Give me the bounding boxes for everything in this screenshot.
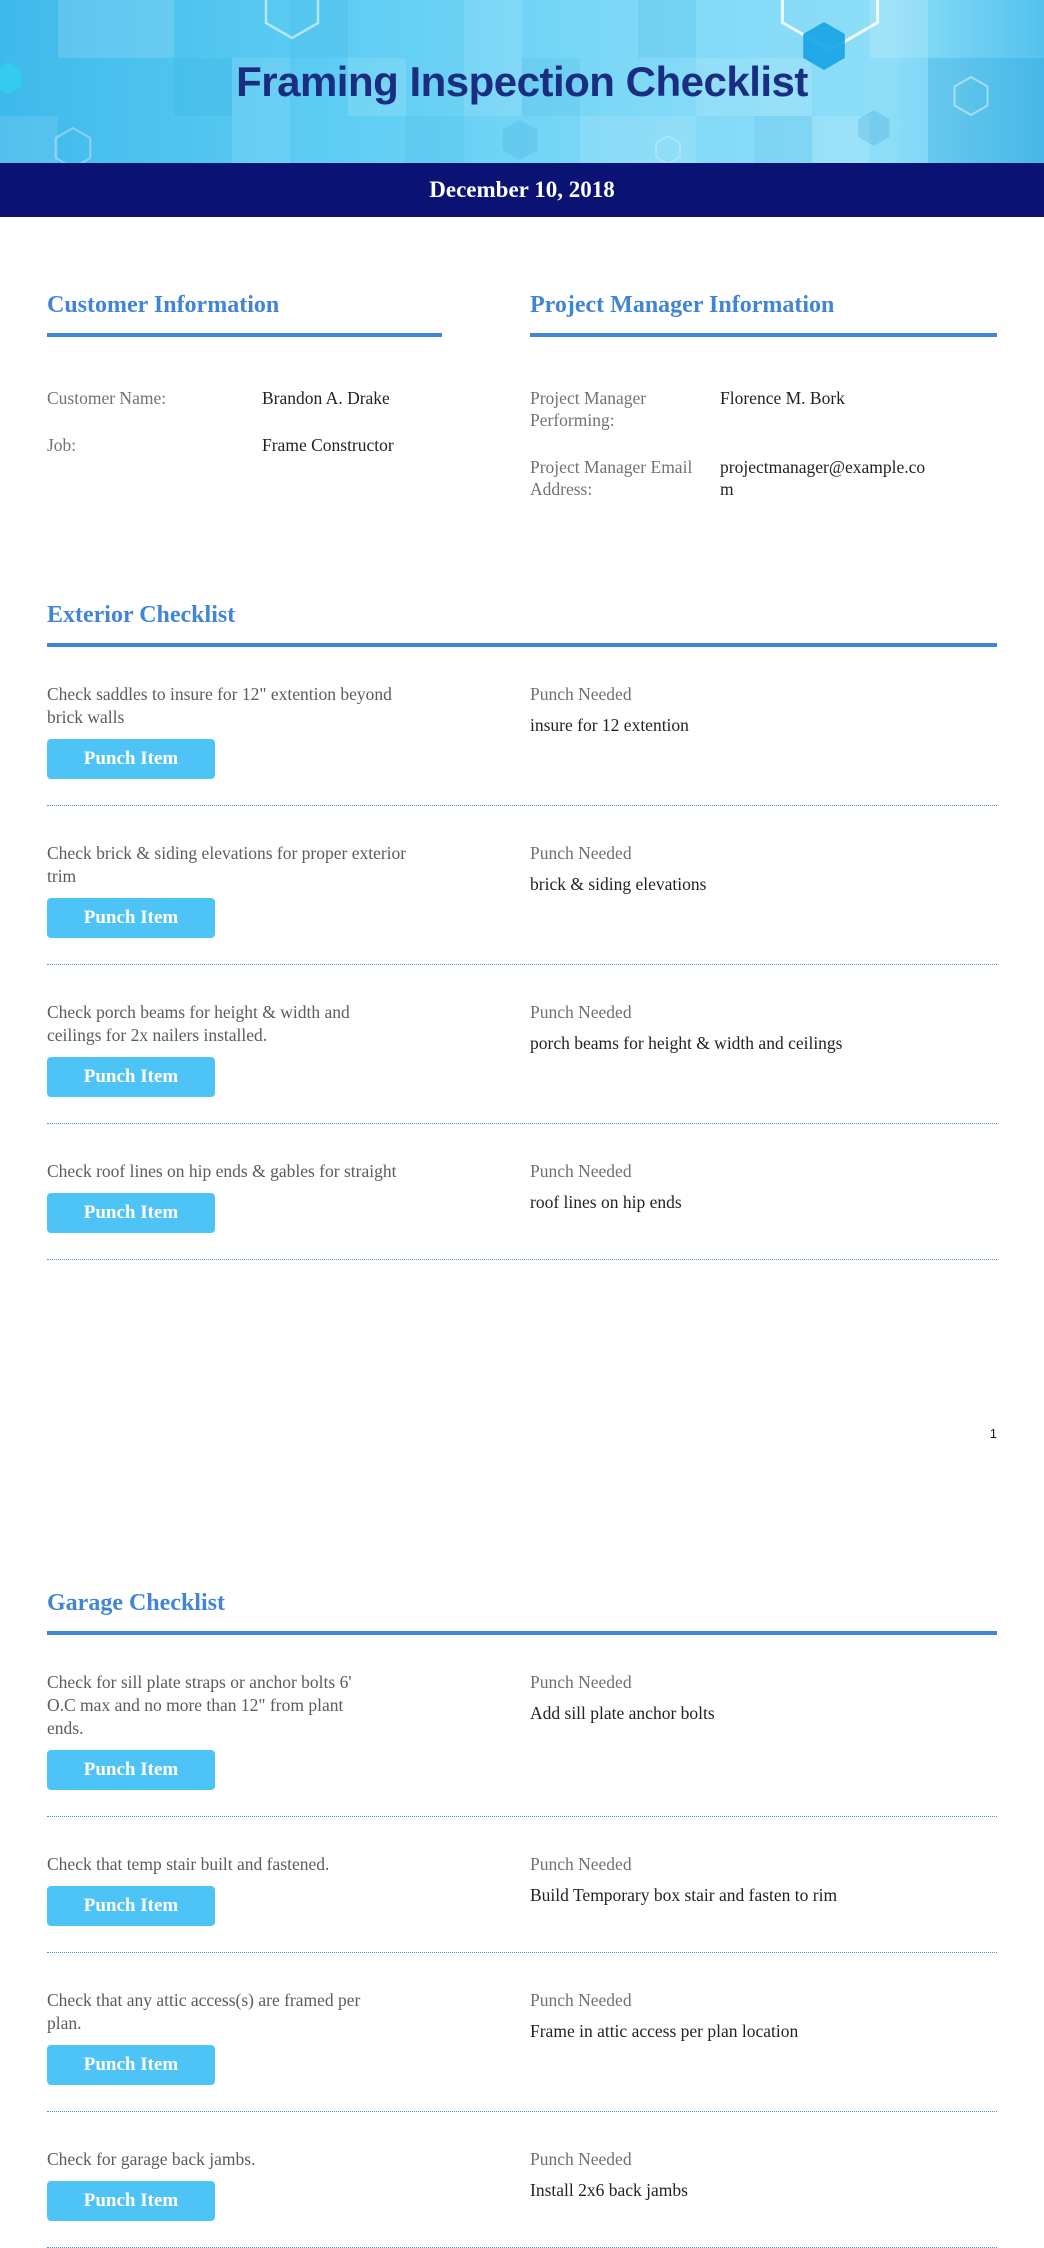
checklist-item <box>47 1635 997 1817</box>
field-label: Project Manager Email Address: <box>530 457 693 499</box>
field-row <box>47 387 530 409</box>
section-rule <box>530 333 997 337</box>
punch-item-button[interactable]: Punch Item <box>47 2045 215 2085</box>
customer-information-section <box>47 291 530 525</box>
punch-needed-value: porch beams for height & width and ceilings <box>530 1033 843 1053</box>
punch-item-button[interactable]: Punch Item <box>47 2181 215 2221</box>
punch-needed-label: Punch Needed <box>530 1161 632 1181</box>
field-label: Project Manager Performing: <box>530 388 647 430</box>
punch-item-button[interactable]: Punch Item <box>47 1193 215 1233</box>
field-value: Brandon A. Drake <box>262 388 390 408</box>
garage-checklist-section <box>47 1589 997 2248</box>
checklist-question: Check for garage back jambs. <box>47 2149 256 2169</box>
checklist-item <box>47 1817 997 1953</box>
field-label: Job: <box>47 435 77 455</box>
punch-item-button[interactable]: Punch Item <box>47 1886 215 1926</box>
checklist-item <box>47 2112 997 2248</box>
punch-needed-value: Add sill plate anchor bolts <box>530 1703 715 1723</box>
date-text: December 10, 2018 <box>429 177 615 202</box>
project-manager-information-section <box>530 291 997 525</box>
punch-needed-label: Punch Needed <box>530 2149 632 2169</box>
field-label: Customer Name: <box>47 388 167 408</box>
punch-needed-value: insure for 12 extention <box>530 715 689 735</box>
punch-needed-value: Build Temporary box stair and fasten to rim <box>530 1885 838 1905</box>
field-row <box>530 456 997 500</box>
checklist-question: Check roof lines on hip ends & gables for straight <box>47 1161 397 1181</box>
info-section <box>47 217 997 525</box>
punch-item-button[interactable]: Punch Item <box>47 1057 215 1097</box>
checklist-question: Check for sill plate straps or anchor bolts 6' O.C max and no more than 12" from plant ends. <box>47 1672 352 1738</box>
date-bar <box>0 163 1044 217</box>
punch-needed-value: roof lines on hip ends <box>530 1192 682 1212</box>
punch-needed-label: Punch Needed <box>530 1672 632 1692</box>
punch-needed-label: Punch Needed <box>530 1990 632 2010</box>
punch-item-button[interactable]: Punch Item <box>47 739 215 779</box>
field-value: Florence M. Bork <box>720 388 845 408</box>
section-title: Exterior Checklist <box>47 602 236 628</box>
page-title: Framing Inspection Checklist <box>236 57 808 105</box>
punch-needed-value: Install 2x6 back jambs <box>530 2180 688 2200</box>
checklist-question: Check that any attic access(s) are framed per plan. <box>47 1990 361 2033</box>
checklist-question: Check porch beams for height & width and ceilings for 2x nailers installed. <box>47 1002 350 1045</box>
checklist-question: Check saddles to insure for 12" extention beyond brick walls <box>47 684 392 727</box>
section-title: Customer Information <box>47 292 280 318</box>
punch-item-button[interactable]: Punch Item <box>47 898 215 938</box>
field-value: Frame Constructor <box>262 435 394 455</box>
page-footer <box>47 1426 997 1441</box>
document-body <box>0 217 1044 2248</box>
checklist-item <box>47 806 997 965</box>
checklist-item <box>47 1124 997 1260</box>
field-row <box>47 434 530 456</box>
punch-item-button[interactable]: Punch Item <box>47 1750 215 1790</box>
punch-needed-label: Punch Needed <box>530 1854 632 1874</box>
punch-needed-value: brick & siding elevations <box>530 874 707 894</box>
punch-needed-label: Punch Needed <box>530 684 632 704</box>
checklist-item <box>47 647 997 806</box>
section-title: Garage Checklist <box>47 1590 225 1616</box>
punch-needed-label: Punch Needed <box>530 1002 632 1022</box>
checklist-item <box>47 1953 997 2112</box>
checklist-question: Check that temp stair built and fastened. <box>47 1854 330 1874</box>
document-header <box>0 0 1044 163</box>
page-number: 1 <box>989 1426 997 1441</box>
section-title: Project Manager Information <box>530 292 835 318</box>
section-rule <box>47 333 442 337</box>
punch-needed-value: Frame in attic access per plan location <box>530 2021 799 2041</box>
checklist-question: Check brick & siding elevations for proper exterior trim <box>47 843 407 886</box>
field-value: projectmanager@example.com <box>720 457 926 499</box>
checklist-item <box>47 965 997 1124</box>
field-row <box>530 387 997 431</box>
exterior-checklist-section <box>47 601 997 1260</box>
punch-needed-label: Punch Needed <box>530 843 632 863</box>
